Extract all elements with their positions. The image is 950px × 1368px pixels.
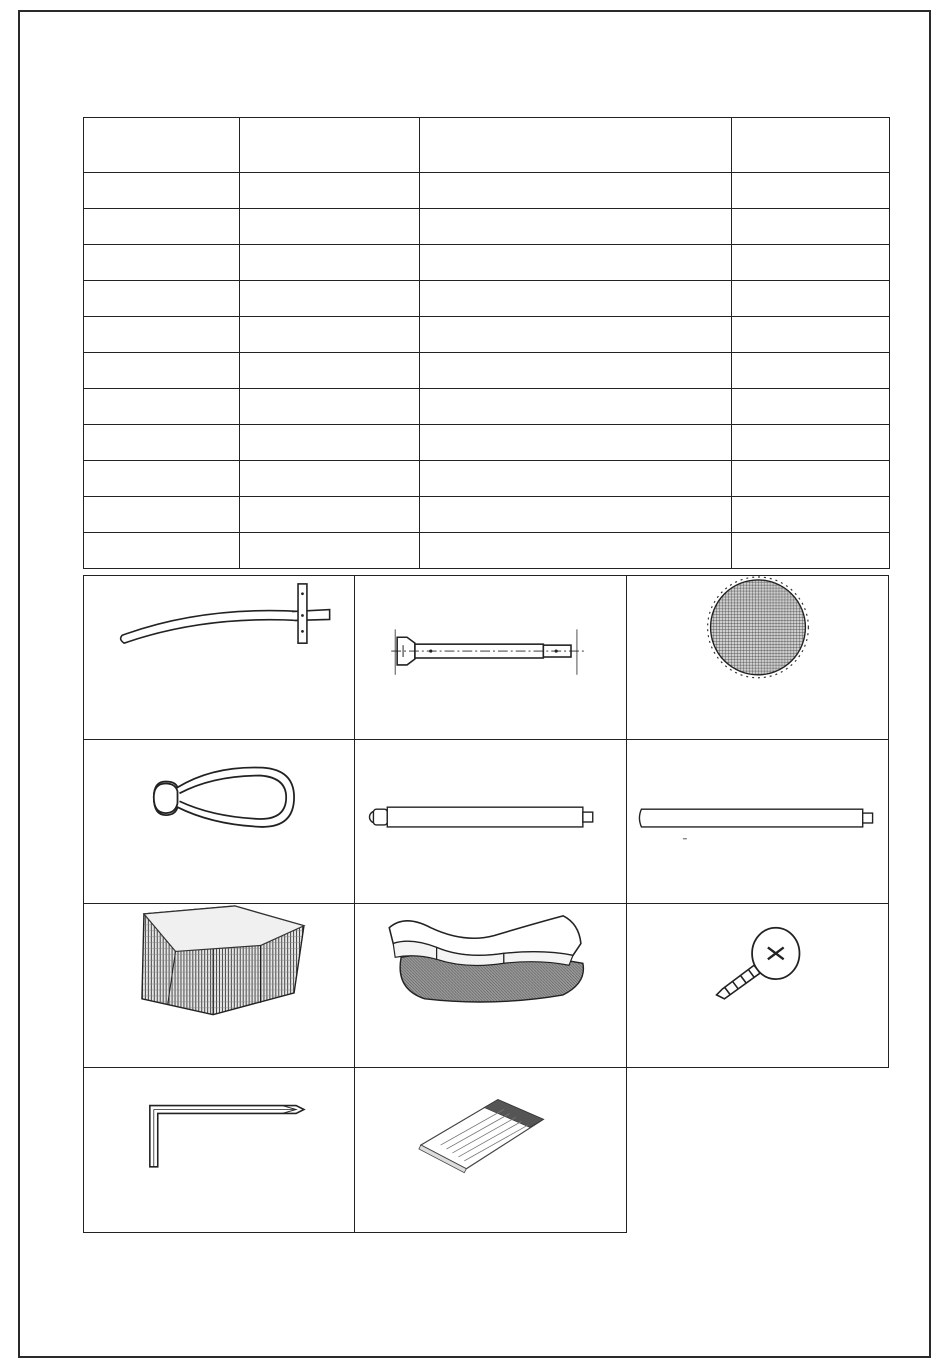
table-cell: [84, 209, 240, 245]
table-cell: [732, 461, 890, 497]
table-header-cell: [84, 118, 240, 173]
table-cell: [732, 353, 890, 389]
table-header-cell: [732, 118, 890, 173]
table-cell: [84, 389, 240, 425]
table-cell: [732, 173, 890, 209]
table-cell: [240, 425, 420, 461]
allen-key-icon: [84, 1068, 354, 1232]
table-row: [84, 281, 890, 317]
table-cell: [420, 425, 732, 461]
frame-tube-icon: [627, 740, 888, 903]
table-header-cell: [420, 118, 732, 173]
table-cell: [420, 281, 732, 317]
part-cell: [626, 575, 889, 740]
table-cell: [84, 317, 240, 353]
table-cell: [420, 533, 732, 569]
parts-illustration-grid: [83, 575, 889, 1233]
part-cell: [354, 575, 627, 740]
bungee-loop-icon: [84, 740, 354, 903]
part-cell: [354, 903, 627, 1068]
table-cell: [420, 497, 732, 533]
table-row: [84, 173, 890, 209]
table-row: [84, 209, 890, 245]
table-header-cell: [240, 118, 420, 173]
part-cell: [83, 575, 355, 740]
table-cell: [240, 353, 420, 389]
table-cell: [732, 497, 890, 533]
table-row: [84, 389, 890, 425]
table-cell: [240, 389, 420, 425]
table-row: [84, 353, 890, 389]
table-row: [84, 497, 890, 533]
part-cell: [83, 739, 355, 904]
parts-list-table: [83, 117, 890, 569]
table-cell: [84, 281, 240, 317]
jumping-mat-icon: [627, 576, 888, 739]
table-cell: [240, 533, 420, 569]
table-cell: [240, 209, 420, 245]
table-cell: [240, 281, 420, 317]
table-cell: [84, 461, 240, 497]
table-row: [84, 425, 890, 461]
table-row: [84, 317, 890, 353]
table-header-row: [84, 118, 890, 173]
part-cell: [626, 903, 889, 1068]
table-cell: [420, 209, 732, 245]
upright-tube-icon: [355, 740, 626, 903]
table-row: [84, 245, 890, 281]
table-cell: [240, 461, 420, 497]
table-cell: [732, 389, 890, 425]
table-cell: [84, 497, 240, 533]
table-cell: [420, 245, 732, 281]
table-cell: [732, 425, 890, 461]
part-cell: [83, 1067, 355, 1233]
part-cell: [626, 739, 889, 904]
table-cell: [84, 425, 240, 461]
part-cell: [354, 1067, 627, 1233]
safety-net-enclosure-icon: [84, 904, 354, 1067]
table-cell: [732, 245, 890, 281]
table-cell: [732, 281, 890, 317]
padding-cover-icon: [355, 904, 626, 1067]
part-cell: [354, 739, 627, 904]
table-cell: [420, 389, 732, 425]
table-row: [84, 533, 890, 569]
table-cell: [84, 533, 240, 569]
table-cell: [732, 317, 890, 353]
table-cell: [732, 533, 890, 569]
screw-icon: [627, 904, 888, 1067]
instruction-manual-icon: [355, 1068, 626, 1232]
table-cell: [420, 461, 732, 497]
table-cell: [240, 317, 420, 353]
table-cell: [84, 173, 240, 209]
curved-enclosure-pole-icon: [84, 576, 354, 739]
table-cell: [84, 245, 240, 281]
table-cell: [84, 353, 240, 389]
table-cell: [240, 173, 420, 209]
table-row: [84, 461, 890, 497]
leg-tube-with-socket-icon: [355, 576, 626, 739]
table-cell: [240, 245, 420, 281]
table-cell: [420, 353, 732, 389]
table-cell: [240, 497, 420, 533]
table-cell: [732, 209, 890, 245]
part-cell: [83, 903, 355, 1068]
table-cell: [420, 317, 732, 353]
table-cell: [420, 173, 732, 209]
